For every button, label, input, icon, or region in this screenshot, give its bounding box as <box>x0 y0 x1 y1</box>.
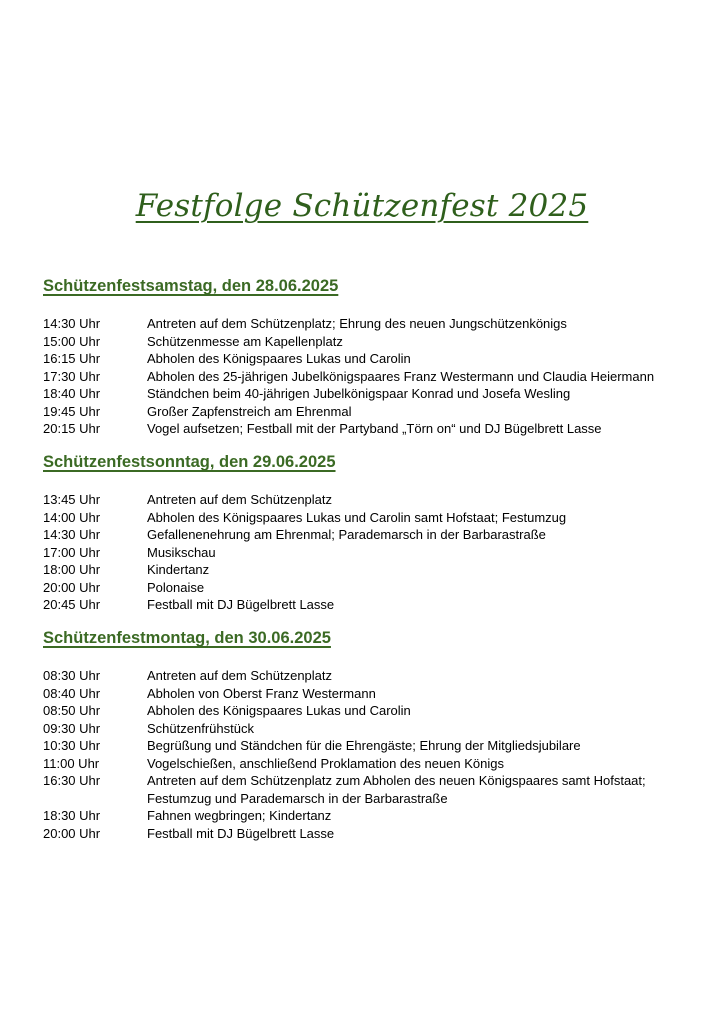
page-title: Festfolge Schützenfest 2025 <box>135 188 589 224</box>
row-text: Gefallenenehrung am Ehrenmal; Parademarsch in der Barbarastraße <box>147 527 546 542</box>
schedule-row <box>43 509 683 527</box>
row-time: 14:00 Uhr <box>43 509 101 525</box>
schedule-row <box>43 561 683 579</box>
row-text: Vogelschießen, anschließend Proklamation des neuen Königs <box>147 755 505 771</box>
row-time: 08:50 Uhr <box>43 703 101 718</box>
schedule-row <box>43 385 683 403</box>
schedule-row <box>43 685 683 703</box>
section-saturday <box>43 276 683 438</box>
schedule-row <box>43 544 683 562</box>
section-heading: Schützenfestsamstag, den 28.06.2025 <box>43 277 339 295</box>
row-time: 08:40 Uhr <box>43 685 101 701</box>
schedule-row <box>43 755 683 773</box>
row-text: Musikschau <box>147 544 216 560</box>
row-time: 17:30 Uhr <box>43 368 101 384</box>
row-time: 20:00 Uhr <box>43 825 101 841</box>
row-time: 16:30 Uhr <box>43 773 101 788</box>
row-text: Kindertanz <box>147 562 210 577</box>
schedule-row <box>43 491 683 509</box>
row-text: Abholen des 25-jährigen Jubelkönigspaares Franz Westermann und Claudia Heiermann <box>147 368 655 384</box>
schedule-row <box>43 420 683 438</box>
row-time: 14:30 Uhr <box>43 527 101 542</box>
schedule-row <box>43 720 683 738</box>
row-text: Fahnen wegbringen; Kindertanz <box>147 808 332 823</box>
section-heading: Schützenfestmontag, den 30.06.2025 <box>43 629 331 647</box>
row-time: 10:30 Uhr <box>43 738 101 753</box>
row-text: Abholen des Königspaares Lukas und Carolin <box>147 351 411 366</box>
row-time: 18:30 Uhr <box>43 808 101 823</box>
row-text: Schützenfrühstück <box>147 720 254 736</box>
row-text: Antreten auf dem Schützenplatz zum Abholen des neuen Königspaares samt Hofstaat; Festumzug und Parademarsch in der Barbarastraße <box>147 773 646 806</box>
row-text: Ständchen beim 40-jährigen Jubelkönigspaar Konrad und Josefa Wesling <box>147 386 571 401</box>
row-time: 18:40 Uhr <box>43 386 101 401</box>
schedule-row <box>43 596 683 614</box>
row-text: Schützenmesse am Kapellenplatz <box>147 333 343 349</box>
schedule-row <box>43 526 683 544</box>
schedule-list <box>43 315 683 438</box>
row-text: Abholen des Königspaares Lukas und Carolin samt Hofstaat; Festumzug <box>147 509 567 525</box>
schedule-row <box>43 368 683 386</box>
row-text: Antreten auf dem Schützenplatz; Ehrung des neuen Jungschützenkönigs <box>147 316 567 331</box>
schedule-row <box>43 737 683 755</box>
row-time: 14:30 Uhr <box>43 316 101 331</box>
schedule-row <box>43 350 683 368</box>
section-sunday <box>43 452 683 614</box>
schedule-row <box>43 825 683 843</box>
row-text: Antreten auf dem Schützenplatz <box>147 492 333 507</box>
row-text: Festball mit DJ Bügelbrett Lasse <box>147 825 335 841</box>
schedule-list <box>43 667 683 842</box>
schedule-row <box>43 579 683 597</box>
row-text: Abholen von Oberst Franz Westermann <box>147 685 376 701</box>
row-time: 18:00 Uhr <box>43 562 101 577</box>
row-time: 20:15 Uhr <box>43 421 101 436</box>
row-time: 20:45 Uhr <box>43 597 101 612</box>
schedule-row <box>43 772 683 807</box>
schedule-row <box>43 403 683 421</box>
row-time: 08:30 Uhr <box>43 668 101 683</box>
row-time: 13:45 Uhr <box>43 492 101 507</box>
row-time: 20:00 Uhr <box>43 579 101 595</box>
row-text: Vogel aufsetzen; Festball mit der Partyband „Törn on“ und DJ Bügelbrett Lasse <box>147 421 602 436</box>
row-time: 17:00 Uhr <box>43 544 101 560</box>
row-text: Polonaise <box>147 579 205 595</box>
schedule-row <box>43 667 683 685</box>
row-text: Großer Zapfenstreich am Ehrenmal <box>147 403 352 419</box>
row-time: 16:15 Uhr <box>43 351 101 366</box>
row-text: Begrüßung und Ständchen für die Ehrengäste; Ehrung der Mitgliedsjubilare <box>147 738 581 753</box>
row-text: Abholen des Königspaares Lukas und Carolin <box>147 703 411 718</box>
row-time: 09:30 Uhr <box>43 720 101 736</box>
schedule-row <box>43 315 683 333</box>
row-time: 15:00 Uhr <box>43 333 101 349</box>
row-text: Antreten auf dem Schützenplatz <box>147 668 333 683</box>
schedule-row <box>43 333 683 351</box>
schedule-row <box>43 702 683 720</box>
row-time: 19:45 Uhr <box>43 403 101 419</box>
schedule-list <box>43 491 683 614</box>
row-text: Festball mit DJ Bügelbrett Lasse <box>147 597 335 612</box>
section-monday <box>43 628 683 842</box>
row-time: 11:00 Uhr <box>43 755 100 771</box>
section-heading: Schützenfestsonntag, den 29.06.2025 <box>43 453 336 471</box>
schedule-row <box>43 807 683 825</box>
